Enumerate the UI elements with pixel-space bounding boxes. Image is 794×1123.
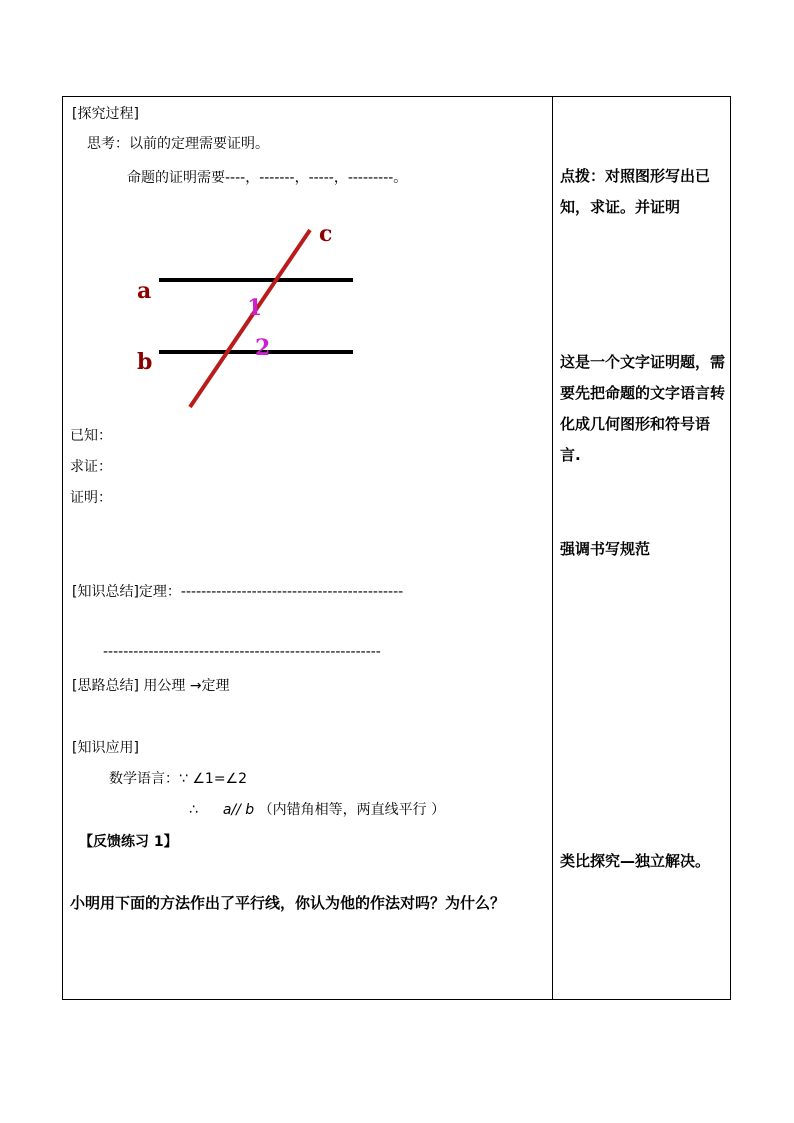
therefore-line <box>189 801 445 819</box>
analogy-note: 类比探究—独立解决。 <box>560 852 711 870</box>
column-divider <box>552 97 553 999</box>
line-a-label: a <box>137 278 152 304</box>
angle-1-label: 1 <box>247 295 263 321</box>
parallel-lines-figure <box>123 217 353 417</box>
math-language-because: 数学语言：∵ ∠1=∠2 <box>109 771 248 787</box>
prove-label: 求证： <box>70 459 112 475</box>
idea-summary: [思路总结] 用公理 →定理 <box>72 678 230 694</box>
writing-norm-note: 强调书写规范 <box>560 540 651 558</box>
hint-note: 点拨：对照图形写出已知，求证。并证明 <box>560 167 711 216</box>
therefore-reason: （内错角相等，两直线平行 ） <box>258 802 446 818</box>
knowledge-summary-cont: ------------------------------------------------------- <box>103 644 381 660</box>
knowledge-apply-heading: [知识应用] <box>72 740 139 756</box>
feedback-question: 小明用下面的方法作出了平行线，你认为他的作法对吗？为什么？ <box>70 894 506 912</box>
feedback-title: 【反馈练习 1】 <box>79 834 178 850</box>
proof-steps-line: 命题的证明需要----，-------，-----，---------。 <box>127 170 408 186</box>
parallel-expression: a// b <box>222 802 255 818</box>
lesson-table <box>62 96 731 1000</box>
text-proof-note: 这是一个文字证明题，需要先把命题的文字语言转化成几何图形和符号语言. <box>560 353 726 464</box>
explore-heading: [探究过程] <box>72 106 139 122</box>
line-c-label: c <box>319 221 333 247</box>
proof-label: 证明： <box>70 490 112 506</box>
line-b-label: b <box>137 349 153 375</box>
given-label: 已知： <box>70 428 112 444</box>
knowledge-summary: [知识总结]定理：-------------------------------------------- <box>72 584 404 600</box>
therefore-symbol: ∴ <box>189 802 198 818</box>
angle-2-label: 2 <box>255 335 271 361</box>
think-line: 思考：以前的定理需要证明。 <box>87 136 269 152</box>
